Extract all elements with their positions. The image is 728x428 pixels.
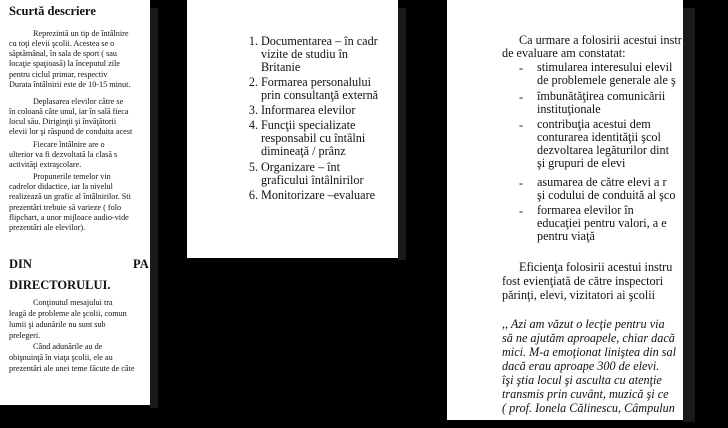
quote-line: ( prof. Ionela Călinescu, Câmpulun: [502, 401, 675, 415]
text-line: pentru ciclul primar, respectiv: [9, 70, 108, 79]
list-text: Formarea personalului: [261, 75, 371, 89]
text-line: cu toţi elevii şcolii. Acestea se o: [9, 39, 115, 48]
list-text: de problemele generale ale ş: [537, 73, 676, 87]
page-shadow: [683, 8, 695, 422]
list-text: Organizare – înt: [261, 160, 340, 174]
text-line: flipchart, a unor mijloace audio-vide: [9, 213, 129, 222]
text-line: părinţi, elevi, vizitatori ai şcolii: [502, 288, 655, 302]
text-line: fost evienţiată de către inspectori: [502, 274, 664, 288]
list-item: [248, 160, 364, 187]
text-line: prelegeri.: [9, 331, 41, 340]
bullet-dash: -: [519, 90, 524, 104]
list-text: instituţionale: [537, 102, 601, 116]
text-line: realizează un grafic al întâlnirilor. Sti: [9, 192, 131, 201]
text-line: de evaluare am constatat:: [502, 46, 626, 60]
text-line: Propunerile temelor vin: [33, 172, 111, 181]
list-text: şi codului de conduită al şco: [537, 188, 676, 202]
text-line: Durata întâlnirii este de 10-15 minut.: [9, 80, 131, 89]
bullet-dash: -: [519, 118, 524, 132]
text-line: săptămânal, în sala de sport ( sau: [9, 49, 117, 58]
list-text: dezvoltarea legăturilor dint: [537, 143, 669, 157]
text-line: Eficienţa folosirii acestui instru: [519, 260, 673, 274]
text-line: obişnuinţă în viaţa şcolii, ele au: [9, 353, 113, 362]
list-text: prin consultanţă externă: [261, 88, 379, 102]
list-text: dimineaţă / prânz: [261, 144, 346, 158]
document-page-3: [447, 0, 683, 420]
section-heading: DIRECTORULUI.: [9, 278, 111, 292]
list-number: 5.: [248, 160, 258, 174]
bullet-dash: -: [519, 176, 524, 190]
list-item: [537, 61, 676, 87]
text-line: leagă de probleme ale şcolii, comun: [9, 309, 127, 318]
text-line: activităţi extraşcolare.: [9, 160, 82, 169]
list-item: [537, 90, 665, 116]
text-line: Deplasarea elevilor către se: [33, 97, 124, 106]
text-line: Conţinutul mesajului tra: [33, 298, 113, 307]
list-text: Funcţii specializate: [261, 118, 356, 132]
list-item: [248, 34, 378, 74]
bullet-dash: -: [519, 204, 524, 218]
list-text: şi grupuri de elevi: [537, 156, 626, 170]
text-line: lumii şi adunările nu sunt sub: [9, 320, 106, 329]
text-line: Reprezintă un tip de întâlnire: [33, 29, 129, 38]
list-item: [537, 118, 669, 170]
list-text: graficului întâlnirilor: [261, 173, 364, 187]
list-text: educaţiei pentru valori, a e: [537, 216, 667, 230]
text-line: elevii lor şi răspund de conduita acest: [9, 127, 133, 136]
page-title: Scurtă descriere: [9, 4, 96, 18]
list-text: asumarea de către elevi a r: [537, 175, 667, 189]
list-text: Documentarea – în cadr: [261, 34, 378, 48]
text-line: Când adunările au de: [33, 342, 103, 351]
text-line: prezentări ale elevilor).: [9, 223, 86, 232]
text-line: în coloană câte unul, iar în sală fieca: [9, 107, 129, 116]
list-text: formarea elevilor în: [537, 203, 634, 217]
list-number: 2.: [248, 75, 258, 89]
text-line: prezentări ale unei teme făcute de câte: [9, 364, 135, 373]
quote-line: transmis prin cuvânt, muzică şi ce: [502, 387, 669, 401]
document-page-1: [0, 0, 150, 405]
text-line: Fiecare întâlnire are o: [33, 140, 105, 149]
quote-line: să ne ajutăm aproapele, chiar dacă: [502, 331, 675, 345]
text-line: prezentări trebuie să varieze ( folo: [9, 203, 122, 212]
list-number: 6.: [248, 188, 258, 202]
list-text: pentru viaţă: [537, 229, 595, 243]
list-item: [248, 103, 356, 117]
list-text: Monitorizare –evaluare: [261, 188, 376, 202]
list-text: vizite de studiu în: [261, 47, 348, 61]
list-item: [537, 176, 675, 202]
text-line: locul său. Diriginţii şi învăţătorii: [9, 117, 117, 126]
document-page-2: [187, 0, 398, 258]
list-item: [537, 204, 667, 243]
list-text: conturarea identităţii şcol: [537, 130, 661, 144]
list-item: [248, 118, 366, 158]
quote-line: dacă erau aproape 300 de elevi.: [502, 359, 660, 373]
text-line: cadrelor didactice, iar la nivelul: [9, 182, 113, 191]
text-line: Ca urmare a folosirii acestui instr: [519, 33, 682, 47]
quote-line: îşi ştia locul şi asculta cu atenţie: [502, 373, 662, 387]
list-number: 1.: [248, 34, 258, 48]
section-heading: DIN: [9, 257, 32, 271]
list-text: contribuţia acestui dem: [537, 117, 651, 131]
quote-line: ,, Azi am văzut o lecţie pentru via: [502, 317, 665, 331]
page-shadow: [398, 8, 406, 260]
list-number: 3.: [248, 103, 258, 117]
text-line: locaţie spaţioasă) la începutul zile: [9, 59, 120, 68]
list-text: îmbunătăţirea comunicării: [537, 89, 666, 103]
list-item: [248, 188, 376, 202]
list-number: 4.: [248, 118, 258, 132]
bullet-dash: -: [519, 61, 524, 75]
list-text: Britanie: [261, 60, 301, 74]
text-line: ulterior va fi dezvoltată la clasă s: [9, 150, 118, 159]
list-text: stimularea interesului elevil: [537, 60, 673, 74]
section-heading: PA: [133, 257, 149, 271]
list-text: Informarea elevilor: [261, 103, 356, 117]
page-shadow: [150, 8, 158, 408]
list-item: [248, 75, 379, 102]
list-text: responsabil cu întâlni: [261, 131, 366, 145]
quote-line: mici. M-a emoţionat liniştea din sal: [502, 345, 676, 359]
